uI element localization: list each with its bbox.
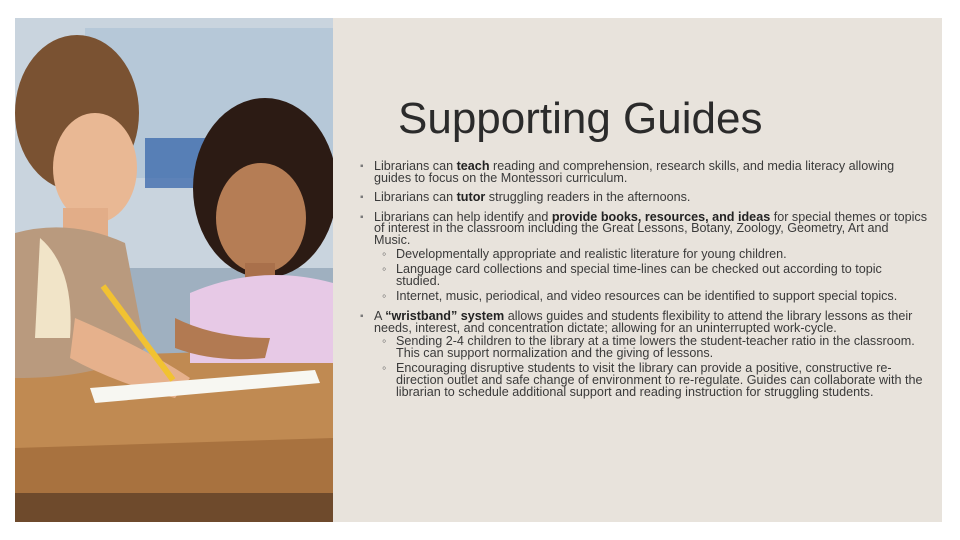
bullet-item: ▪ Librarians can help identify and provide books, resources, and ideas for special themes or topics of interest in the classroom including the Great Lessons, Botany, Zoology, Geometry, Art and Music. ◦ Developmentally appropriate and realistic literature for young children. ◦ Language card collections and special time-lines can be checked out according to topic studied. ◦ Internet, music, periodical, and video resources can be identified to support special topics. [360,212,928,303]
slide [15,18,942,522]
slide-title: Supporting Guides [398,94,763,143]
bullet-item: ▪ A “wristband” system allows guides and students flexibility to attend the library lessons as their needs, interest, and concentration dictate; allowing for an uninterrupted work-cycle. ◦ Sending 2-4 children to the library at a time lowers the student-teacher ratio in the classroom. This can support normalization and the giving of lessons. ◦ Encouraging disruptive students to visit the library can provide a positive, constructive re-direction outlet and safe change of environment to re-regulate. Guides can collaborate with the librarian to schedule additional support and reading instruction for struggling students. [360,311,928,398]
sub-bullet-item: ◦ Internet, music, periodical, and video resources can be identified to support special topics. [374,291,928,303]
sub-bullet-item: ◦ Developmentally appropriate and realistic literature for young children. [374,249,928,261]
sub-bullet-item: ◦ Sending 2-4 children to the library at a time lowers the student-teacher ratio in the classroom. This can support normalization and the giving of lessons. [374,336,928,359]
sub-bullet-list [374,246,928,304]
sub-bullet-list [374,336,928,398]
photo-teacher-and-student [15,18,333,522]
bullet-item: ▪ Librarians can teach reading and comprehension, research skills, and media literacy allowing guides to focus on the Montessori curriculum. [360,161,928,184]
sub-bullet-item: ◦ Encouraging disruptive students to visit the library can provide a positive, constructive re-direction outlet and safe change of environment to re-regulate. Guides can collaborate with the librarian to schedule additional support and reading instruction for struggling students. [374,363,928,398]
bullet-list [360,161,928,406]
bullet-item: ▪ Librarians can tutor struggling readers in the afternoons. [360,192,928,204]
sub-bullet-item: ◦ Language card collections and special time-lines can be checked out according to topic studied. [374,264,928,287]
photo-illustration [15,18,333,522]
